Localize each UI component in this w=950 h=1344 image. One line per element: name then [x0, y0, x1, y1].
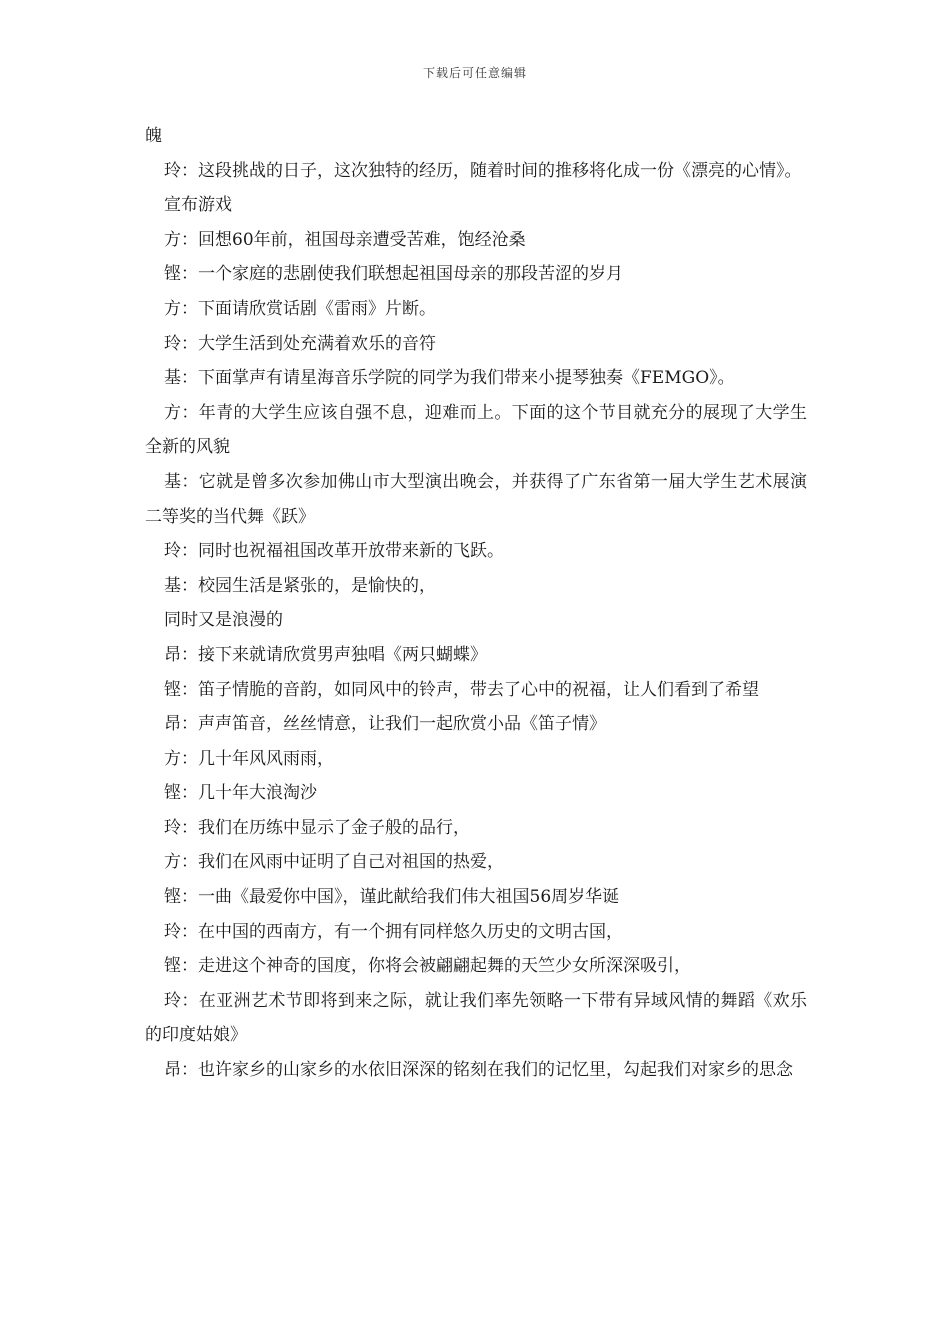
paragraph: 方：我们在风雨中证明了自己对祖国的热爱，	[164, 852, 504, 873]
paragraph: 魄	[145, 126, 162, 146]
paragraph: 基：下面掌声有请星海音乐学院的同学为我们带来小提琴独奏《FEMGO》。	[164, 368, 735, 389]
paragraph: 玲：大学生活到处充满着欢乐的音符	[164, 333, 436, 354]
paragraph: 玲：我们在历练中显示了金子般的品行，	[164, 817, 470, 838]
paragraph: 铿：走进这个神奇的国度，你将会被翩翩起舞的天竺少女所深深吸引，	[164, 956, 691, 977]
paragraph: 方：年青的大学生应该自强不息，迎难而上。下面的这个节目就充分的展现了大学生全新的风貌	[145, 402, 807, 458]
paragraph: 方：回想60年前，祖国母亲遭受苦难，饱经沧桑	[164, 229, 526, 250]
paragraph: 铿：几十年大浪淘沙	[164, 783, 317, 804]
paragraph: 基：它就是曾多次参加佛山市大型演出晚会，并获得了广东省第一届大学生艺术展演二等奖的当代舞《跃》	[145, 471, 807, 527]
paragraph: 方：下面请欣赏话剧《雷雨》片断。	[164, 298, 436, 319]
paragraph: 铿：一个家庭的悲剧使我们联想起祖国母亲的那段苦涩的岁月	[164, 264, 623, 285]
paragraph: 铿：一曲《最爱你中国》，谨此献给我们伟大祖国56周岁华诞	[164, 887, 620, 908]
page-header: 下载后可任意编辑	[422, 66, 527, 80]
paragraph: 方：几十年风风雨雨，	[164, 748, 334, 769]
paragraph: 玲：在中国的西南方，有一个拥有同样悠久历史的文明古国，	[164, 921, 623, 942]
paragraph: 昂：接下来就请欣赏男声独唱《两只蝴蝶》	[164, 644, 487, 665]
paragraph: 玲：在亚洲艺术节即将到来之际，就让我们率先领略一下带有异域风情的舞蹈《欢乐的印度姑娘》	[145, 990, 807, 1046]
paragraph: 宣布游戏	[164, 195, 232, 216]
paragraph: 昂：也许家乡的山家乡的水依旧深深的铭刻在我们的记忆里，勾起我们对家乡的思念	[164, 1060, 793, 1081]
document-body	[145, 119, 807, 1088]
paragraph: 昂：声声笛音，丝丝情意，让我们一起欣赏小品《笛子情》	[164, 714, 606, 735]
paragraph: 基：校园生活是紧张的，是愉快的，	[164, 575, 436, 596]
paragraph: 铿：笛子情脆的音韵，如同风中的铃声，带去了心中的祝福，让人们看到了希望	[164, 679, 759, 700]
paragraph: 玲：这段挑战的日子，这次独特的经历，随着时间的推移将化成一份《漂亮的心情》。	[164, 160, 802, 181]
paragraph: 同时又是浪漫的	[164, 610, 283, 631]
paragraph: 玲：同时也祝福祖国改革开放带来新的飞跃。	[164, 541, 504, 562]
